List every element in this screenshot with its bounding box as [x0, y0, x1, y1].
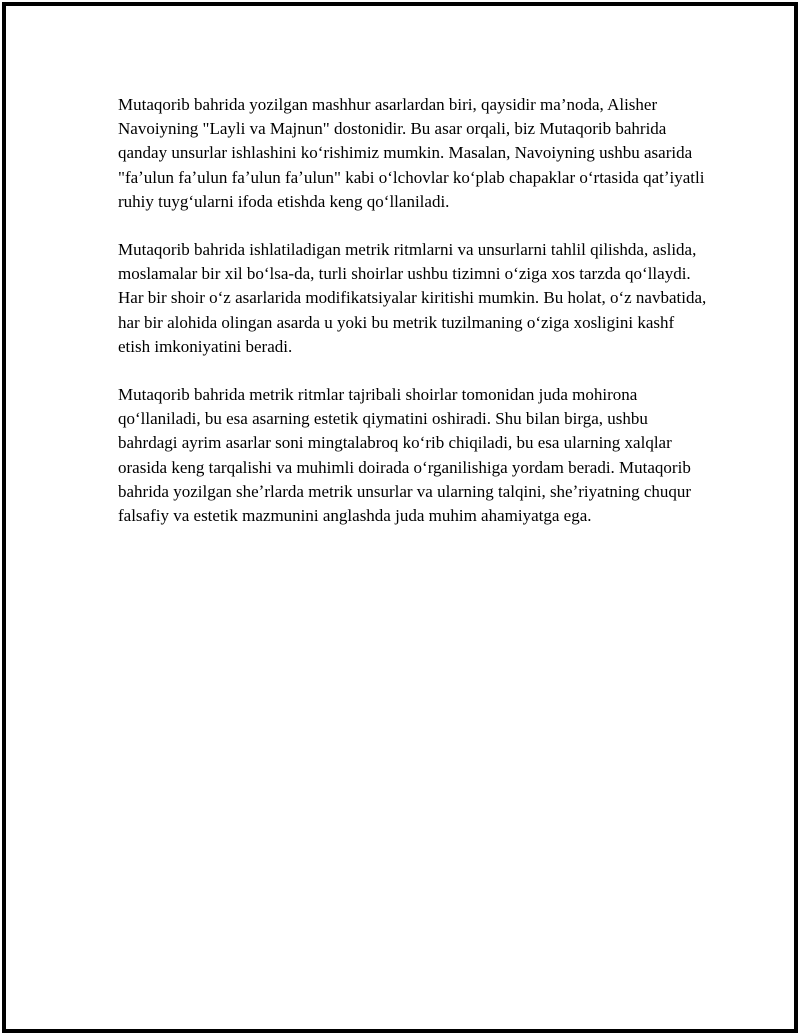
paragraph-2: Mutaqorib bahrida ishlatiladigan metrik ritmlarni va unsurlarni tahlil qilishda, aslida, moslamalar bir xil boʻlsa-da, turli shoirlar ushbu tizimni oʻziga xos tarzda qoʻllaydi. Har bir shoir oʻz asarlarida modifikatsiyalar kiritishi mumkin. Bu holat, oʻz navbatida, har bir alohida olingan asarda u yoki bu metrik tuzilmaning oʻziga xosligini kashf etish imkoniyatini beradi. — [118, 240, 707, 356]
paragraph-1: Mutaqorib bahrida yozilgan mashhur asarlardan biri, qaysidir ma’noda, Alisher Navoiyning "Layli va Majnun" dostonidir. Bu asar orqali, biz Mutaqorib bahrida qanday unsurlar ishlashini koʻrishimiz mumkin. Masalan, Navoiyning ushbu asarida "faʼulun faʼulun faʼulun faʼulun" kabi oʻlchovlar koʻplab chapaklar oʻrtasida qatʼiyatli ruhiy tuygʻularni ifoda etishda keng qoʻllaniladi. — [118, 95, 705, 211]
document-body — [118, 93, 708, 552]
paragraph-3: Mutaqorib bahrida metrik ritmlar tajribali shoirlar tomonidan juda mohirona qoʻllaniladi, bu esa asarning estetik qiymatini oshiradi. Shu bilan birga, ushbu bahrdagi ayrim asarlar soni mingtalabroq koʻrib chiqiladi, bu esa ularning xalqlar orasida keng tarqalishi va muhimli doirada oʻrganilishiga yordam beradi. Mutaqorib bahrida yozilgan sheʼrlarda metrik unsurlar va ularning talqini, sheʼriyatning chuqur falsafiy va estetik mazmunini anglashda juda muhim ahamiyatga ega. — [118, 385, 692, 526]
